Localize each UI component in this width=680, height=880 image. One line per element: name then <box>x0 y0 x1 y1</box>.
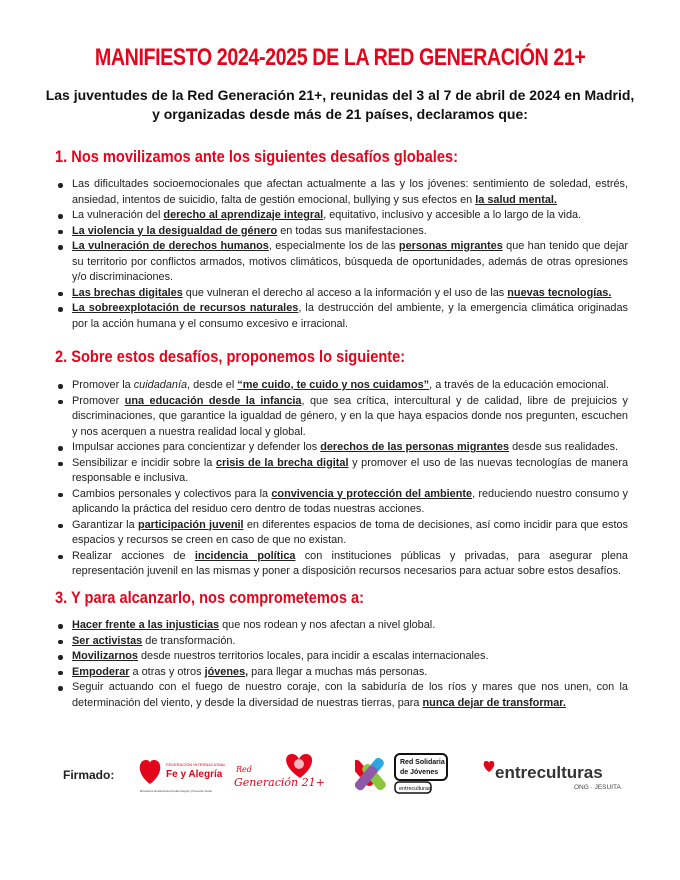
item-text: , la destrucción del ambiente, y la emergencia climática originadas por la acción humana y el consumo excesivo e irracional. <box>72 302 628 330</box>
item-text: que nos rodean y nos afectan a nivel global. <box>219 619 436 631</box>
section-list-3 <box>56 618 628 711</box>
emphasis-text: Hacer frente a las injusticias <box>72 619 220 631</box>
item-text: Impulsar acciones para concientizar y defender los <box>72 441 321 453</box>
item-text: Promover la <box>72 379 134 391</box>
item-text: , que sea crítica, intercultural y de calidad, libre de prejuicios y discriminaciones, que garantice la igualdad de género, y en la que haya espacios donde nos pregunten, escuchen y nos acerquen a nuestra realidad local y global. <box>72 394 628 438</box>
emphasis-text: nunca dejar de transformar. <box>422 696 566 709</box>
item-text: que vulneran el derecho al acceso a la información y el uso de las <box>182 286 508 299</box>
emphasis-text: Movilizarnos <box>72 650 138 662</box>
emphasis-text: convivencia y protección del ambiente <box>271 487 473 500</box>
list-item <box>56 394 628 441</box>
item-text: con instituciones públicas y privadas, para asegurar plena representación juvenil en las mismas y poner a disposición recursos necesarios para actuar sobre estos desafíos. <box>72 549 628 577</box>
entreculturas-subtitle: ONG · JESUITA <box>574 784 621 791</box>
svg-text:Movimiento de Educación Popula: Movimiento de Educación Popular Integral y Promoción Social <box>140 790 212 793</box>
entreculturas-logo <box>482 758 622 796</box>
emphasis-text: crisis de la brecha digital <box>215 456 349 469</box>
emphasis-text: la salud mental. <box>475 193 557 206</box>
list-item <box>56 634 628 650</box>
list-item <box>56 208 628 224</box>
emphasis-text: participación juvenil <box>137 518 244 531</box>
red-solidaria-logo <box>355 752 450 796</box>
item-text: en diferentes espacios de toma de decisiones, así como incidir para que estos espacios y recursos se creen en caso de que no existan. <box>72 518 628 546</box>
emphasis-text: Las brechas digitales <box>72 286 183 299</box>
intro-line: Las juventudes de la Red Generación 21+, reunidas del 3 al 7 de abril de 2024 en Madrid, <box>45 87 635 103</box>
emphasis-text: derecho al aprendizaje integral <box>163 209 324 221</box>
item-text: Cambios personales y colectivos para la <box>72 487 272 500</box>
item-text: cuidadanía <box>133 379 188 391</box>
list-item <box>56 378 628 394</box>
list-item <box>56 518 628 549</box>
list-item <box>56 618 628 634</box>
intro <box>40 86 640 124</box>
list-item <box>56 286 628 302</box>
svg-text:Fe y Alegría: Fe y Alegría <box>166 769 223 780</box>
item-text: La vulneración del <box>72 209 164 221</box>
emphasis-text: derechos de las personas migrantes <box>320 441 510 453</box>
list-item <box>56 649 628 665</box>
emphasis-text: nuevas tecnologías. <box>507 286 612 299</box>
document-title: MANIFIESTO 2024-2025 DE LA RED GENERACIÓN 21+ <box>94 44 586 71</box>
section-heading-1: 1. Nos movilizamos ante los siguientes desafíos globales: <box>55 147 458 166</box>
intro-line: y organizadas desde más de 21 países, declaramos que: <box>152 106 528 122</box>
signatures <box>0 750 680 800</box>
emphasis-text: una educación desde la infancia <box>124 394 302 407</box>
item-text: Garantizar la <box>72 518 138 531</box>
item-text: , a través de la educación emocional. <box>429 379 609 391</box>
item-text: Las dificultades socioemocionales que afectan actualmente a las y los jóvenes: sentimiento de soledad, estrés, ansiedad, intentos de suicidio, falta de gestión emocional, bullying y sus efectos en <box>72 178 628 206</box>
item-text: Promover <box>72 394 125 407</box>
emphasis-text: incidencia política <box>194 549 296 562</box>
feyalegria-logo <box>138 754 230 794</box>
list-item <box>56 680 628 711</box>
list-item <box>56 665 628 681</box>
section-list-2 <box>56 378 628 580</box>
list-item <box>56 177 628 208</box>
emphasis-text: jóvenes, <box>204 665 249 678</box>
emphasis-text: Ser activistas <box>72 634 143 647</box>
emphasis-text: La violencia y la desigualdad de género <box>72 224 278 237</box>
svg-text:Red Solidaria: Red Solidaria <box>400 759 445 766</box>
list-item <box>56 239 628 286</box>
item-text: de transformación. <box>142 634 236 647</box>
svg-text:de Jóvenes: de Jóvenes <box>400 769 439 776</box>
section-heading-2: 2. Sobre estos desafíos, proponemos lo siguiente: <box>55 347 406 366</box>
svg-text:entreculturas: entreculturas <box>399 786 431 792</box>
svg-text:Generación 21+: Generación 21+ <box>234 776 324 789</box>
item-text: Realizar acciones de <box>72 549 195 562</box>
item-text: , especialmente los de las <box>268 240 399 252</box>
generacion21-logo <box>232 750 324 794</box>
item-text: , desde el <box>187 379 238 391</box>
item-text: para llegar a muchas más personas. <box>248 665 428 678</box>
list-item <box>56 224 628 240</box>
list-item <box>56 456 628 487</box>
item-text: desde sus realidades. <box>509 441 619 453</box>
emphasis-text: Empoderar <box>72 665 130 678</box>
item-text: Seguir actuando con el fuego de nuestro coraje, con la sabiduría de los ríos y mares que nos unen, con la determinación del viento, y desde la diversidad de nuestras tierras, para <box>72 681 628 709</box>
emphasis-text: La sobreexplotación de recursos naturales <box>72 302 299 314</box>
emphasis-text: “me cuido, te cuido y nos cuidamos” <box>237 379 430 391</box>
item-text: a otras y otros <box>129 665 205 678</box>
emphasis-text: La vulneración de derechos humanos <box>72 240 269 252</box>
signed-label: Firmado: <box>63 768 115 782</box>
item-text: y promover el uso de las nuevas tecnologías de manera responsable e inclusiva. <box>72 456 628 484</box>
list-item <box>56 487 628 518</box>
item-text: Sensibilizar e incidir sobre la <box>72 456 216 469</box>
svg-text:entreculturas: entreculturas <box>495 763 603 782</box>
section-heading-3: 3. Y para alcanzarlo, nos comprometemos a: <box>55 588 365 607</box>
item-text: que han tenido que dejar su territorio por conflictos armados, motivos climáticos, búsqueda de oportunidades, además de otras opresiones y/o discriminaciones. <box>72 240 629 283</box>
emphasis-text: personas migrantes <box>398 240 503 252</box>
list-item <box>56 440 628 456</box>
svg-text:Red: Red <box>236 765 252 774</box>
list-item <box>56 301 628 332</box>
item-text: , reduciendo nuestro consumo y aplicando la práctica del residuo cero dentro de todas nuestras acciones. <box>72 487 628 515</box>
section-list-1 <box>56 177 628 332</box>
item-text: , equitativo, inclusivo y accesible a lo largo de la vida. <box>323 209 582 221</box>
item-text: desde nuestros territorios locales, para incidir a escalas internacionales. <box>137 650 489 662</box>
svg-text:FEDERACIÓN INTERNACIONAL: FEDERACIÓN INTERNACIONAL <box>166 762 226 767</box>
item-text: en todas sus manifestaciones. <box>277 224 427 237</box>
list-item <box>56 549 628 580</box>
